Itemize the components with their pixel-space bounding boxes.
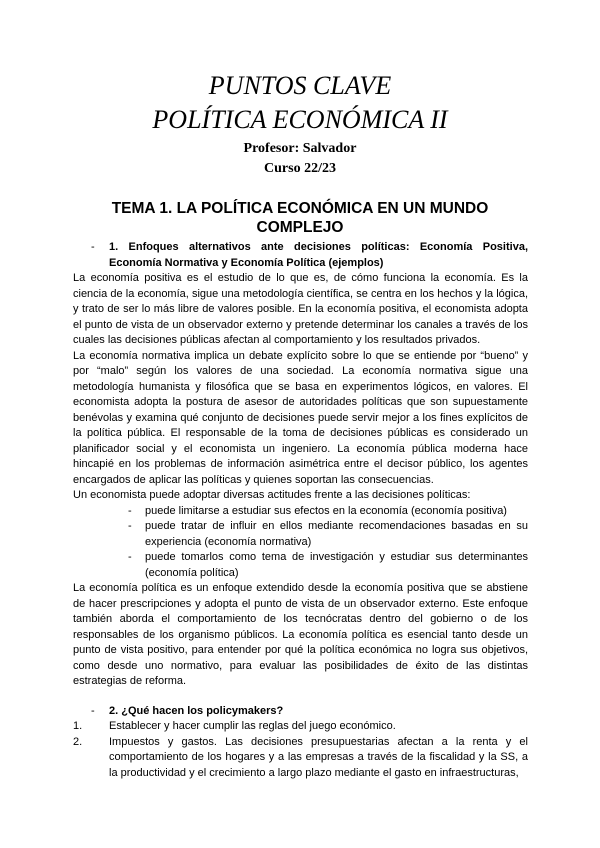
list-item-text: puede tomarlos como tema de investigación y estudiar sus determinantes (economía política) — [145, 551, 528, 579]
dash-marker: - — [128, 520, 132, 532]
paragraph-attitudes-intro: Un economista puede adoptar diversas actitudes frente a las decisiones políticas: — [73, 489, 471, 501]
section-heading: TEMA 1. LA POLÍTICA ECONÓMICA EN UN MUNDO COMPLEJO — [111, 200, 489, 236]
document-title-line-2: POLÍTICA ECONÓMICA II — [152, 105, 448, 134]
number-marker: 1. — [73, 720, 83, 732]
paragraph-normative-economics: La economía normativa implica un debate explícito sobre lo que se entiende por “bueno” y por “malo” según los valores de una sociedad. La economía normativa sigue una metodología humanista y filosófica que se basa en experimentos lógicos, en valores. El economista adopta la postura de asesor de autoridades políticas que son supuestamente benévolas y examina qué conjunto de decisiones puede servir mejor a los fines explícitos de la política pública. El responsable de la toma de decisiones públicas es considerado un planificador social y el economista un ingeniero. La economía pública moderna hace hincapié en los problemas de información asimétrica entre el decisor público, los agentes encargados de aplicar las políticas y quienes soportan las consecuencias. — [73, 349, 528, 486]
subsection-2 — [73, 704, 528, 720]
professor-line: Profesor: Salvador — [243, 141, 357, 156]
list-item — [73, 519, 528, 550]
paragraph-positive-economics: La economía positiva es el estudio de lo que es, de cómo funciona la economía. Es la ciencia de la economía, sigue una metodología científica, se centra en los hechos y la lógica, y trato de ser lo más libre de valores posible. En la economía positiva, el economista adopta el punto de vista de un observador externo y pretende determinar los canales a través de los cuales las decisiones públicas afectan al comportamiento y los resultados privados. — [73, 272, 528, 346]
subsection-1 — [73, 240, 528, 271]
numbered-item — [73, 719, 528, 735]
list-item-text: puede tratar de influir en ellos mediante recomendaciones basadas en su experiencia (economía normativa) — [145, 520, 528, 548]
list-item — [73, 504, 528, 520]
subsection-2-title: 2. ¿Qué hacen los policymakers? — [109, 704, 284, 717]
dash-marker: - — [128, 504, 132, 517]
dash-marker: - — [128, 551, 132, 563]
list-item — [73, 550, 528, 581]
spacer — [73, 690, 528, 704]
numbered-item — [73, 735, 528, 782]
numbered-item-text: Impuestos y gastos. Las decisiones presupuestarias afectan a la renta y el comportamiento de los hogares y a las empresas a través de la fiscalidad y la SS, a la productividad y el crecimiento a largo plazo mediante el gasto en infraestructuras, — [109, 735, 528, 779]
dash-marker: - — [91, 704, 95, 717]
subsection-1-title: 1. Enfoques alternativos ante decisiones políticas: Economía Positiva, Economía Normativa y Economía Política (ejemplos) — [109, 241, 528, 269]
course-line: Curso 22/23 — [264, 161, 336, 176]
list-item-text: puede limitarse a estudiar sus efectos en la economía (economía positiva) — [145, 504, 507, 517]
number-marker: 2. — [73, 735, 83, 748]
paragraph-political-economy: La economía política es un enfoque extendido desde la economía positiva que se abstiene de hacer prescripciones y adopta el punto de vista de un observador externo. Este enfoque también aborda el comportamiento de los tecnócratas dentro del gobierno o de los responsables de los organismo públicos. La economía política es esencial tanto desde un punto de vista positivo, para entender por qué la política económica no logra sus objetivos, como desde uno normativo, para evaluar las posibilidades de éxito de las distintas estrategias de reforma. — [73, 582, 528, 687]
document-body — [73, 240, 528, 781]
document-title-line-1: PUNTOS CLAVE — [208, 71, 392, 100]
dash-marker: - — [91, 241, 95, 253]
numbered-item-text: Establecer y hacer cumplir las reglas del juego económico. — [109, 720, 396, 732]
